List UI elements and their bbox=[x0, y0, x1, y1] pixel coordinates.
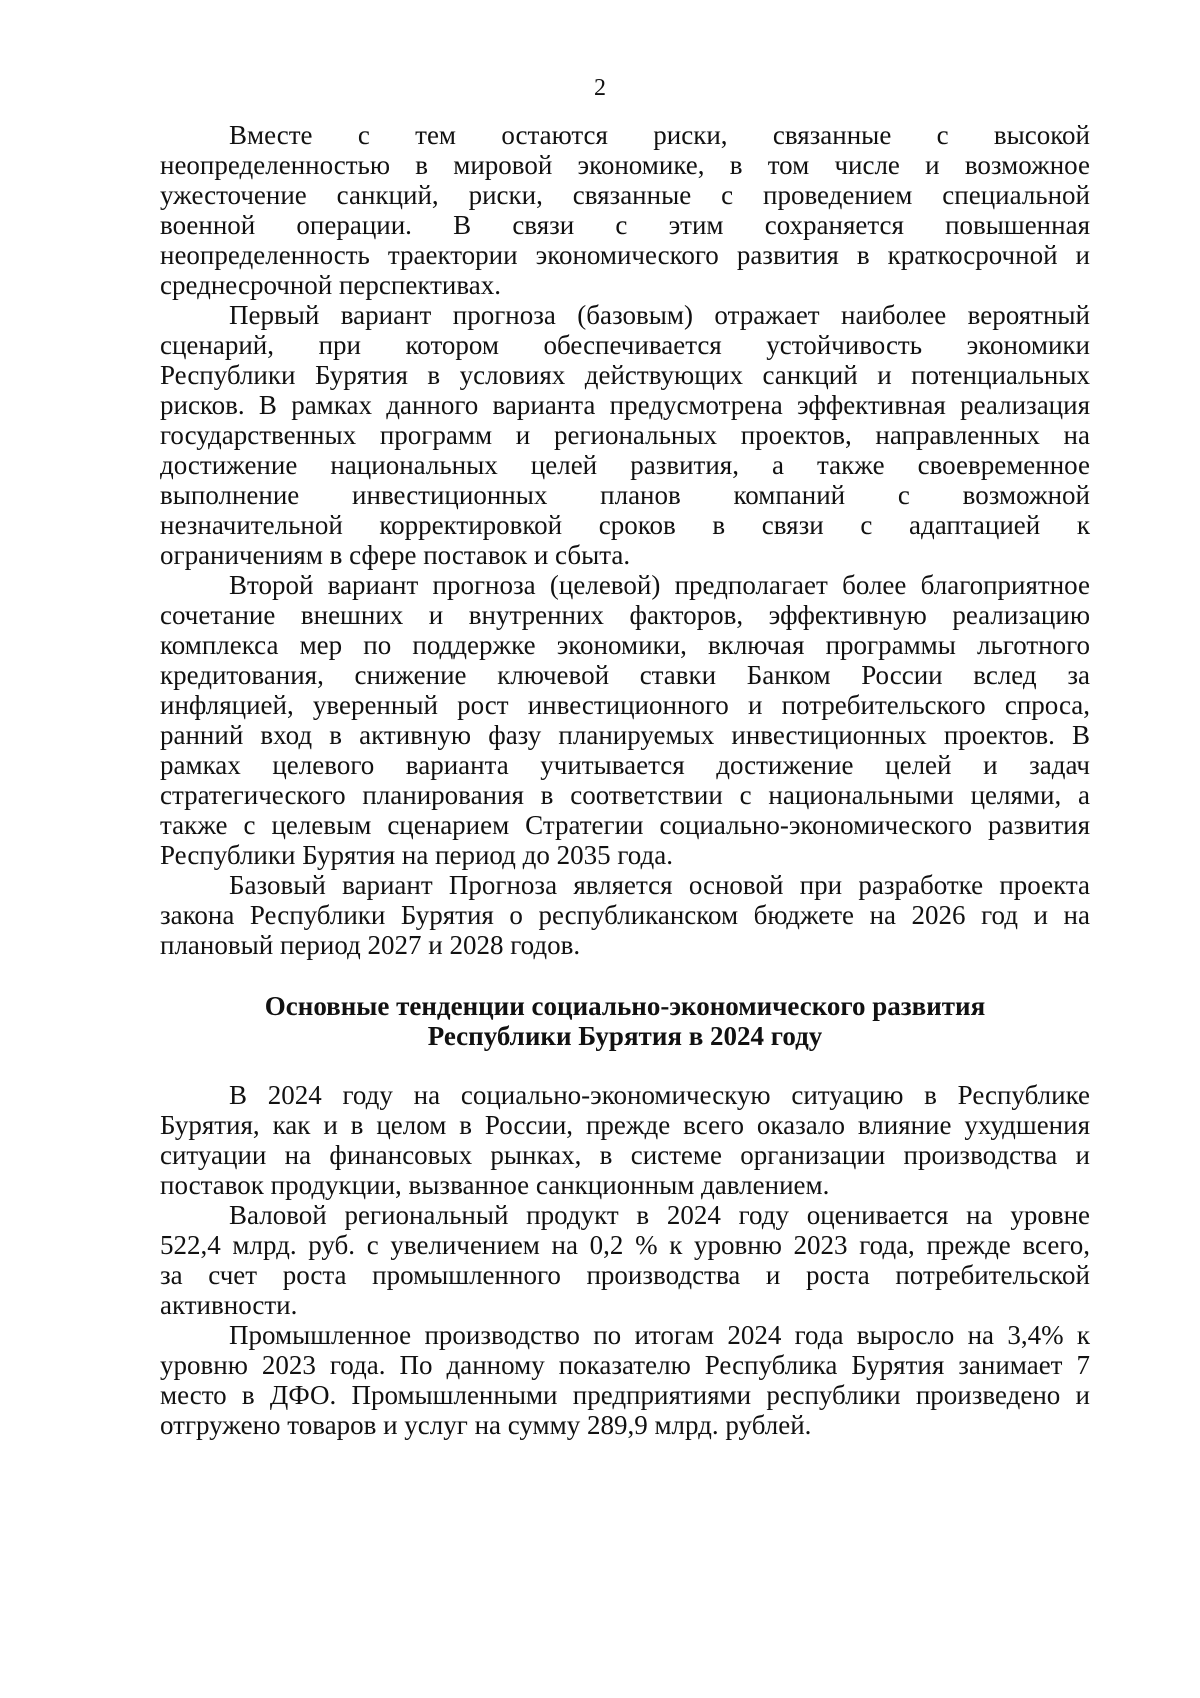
text-line: отгружено товаров и услуг на сумму 289,9 млрд. рублей. bbox=[160, 1410, 812, 1440]
text-line: сочетание внешних и внутренних факторов, эффективную реализацию bbox=[160, 600, 1090, 630]
text-line: плановый период 2027 и 2028 годов. bbox=[160, 930, 581, 960]
text-line: за счет роста промышленного производства и роста потребительской bbox=[160, 1260, 1090, 1290]
text-line: неопределенностью в мировой экономике, в том числе и возможное bbox=[160, 150, 1090, 180]
text-line: ранний вход в активную фазу планируемых инвестиционных проектов. В bbox=[160, 720, 1090, 750]
text-line: инфляцией, уверенный рост инвестиционного и потребительского спроса, bbox=[160, 690, 1090, 720]
text-line: среднесрочной перспективах. bbox=[160, 270, 501, 300]
text-line: 522,4 млрд. руб. с увеличением на 0,2 % к уровню 2023 года, прежде всего, bbox=[160, 1230, 1090, 1260]
text-line: незначительной корректировкой сроков в связи с адаптацией к bbox=[160, 510, 1090, 540]
text-line: активности. bbox=[160, 1290, 298, 1320]
text-line: военной операции. В связи с этим сохраняется повышенная bbox=[160, 210, 1090, 240]
text-line: Первый вариант прогноза (базовым) отражает наиболее вероятный bbox=[229, 300, 1090, 330]
text-line: Валовой региональный продукт в 2024 году оценивается на уровне bbox=[229, 1200, 1090, 1230]
text-line: Бурятия, как и в целом в России, прежде всего оказало влияние ухудшения bbox=[160, 1110, 1090, 1140]
text-line: Республики Бурятия в условиях действующих санкций и потенциальных bbox=[160, 360, 1090, 390]
text-line: рамках целевого варианта учитывается достижение целей и задач bbox=[160, 750, 1090, 780]
text-line: закона Республики Бурятия о республиканском бюджете на 2026 год и на bbox=[160, 900, 1090, 930]
text-line: уровню 2023 года. По данному показателю Республика Бурятия занимает 7 bbox=[160, 1350, 1090, 1380]
text-line: комплекса мер по поддержке экономики, включая программы льготного bbox=[160, 630, 1090, 660]
text-line: ужесточение санкций, риски, связанные с проведением специальной bbox=[160, 180, 1090, 210]
text-line: кредитования, снижение ключевой ставки Банком России вслед за bbox=[160, 660, 1090, 690]
text-line: достижение национальных целей развития, а также своевременное bbox=[160, 450, 1090, 480]
text-line: сценарий, при котором обеспечивается устойчивость экономики bbox=[160, 330, 1090, 360]
text-line: Второй вариант прогноза (целевой) предполагает более благоприятное bbox=[229, 570, 1090, 600]
text-line: поставок продукции, вызванное санкционным давлением. bbox=[160, 1170, 830, 1200]
text-line: ситуации на финансовых рынках, в системе организации производства и bbox=[160, 1140, 1090, 1170]
text-line: рисков. В рамках данного варианта предусмотрена эффективная реализация bbox=[160, 390, 1090, 420]
text-line: неопределенность траектории экономического развития в краткосрочной и bbox=[160, 240, 1090, 270]
text-line: Промышленное производство по итогам 2024 года выросло на 3,4% к bbox=[229, 1320, 1090, 1350]
text-line: место в ДФО. Промышленными предприятиями республики произведено и bbox=[160, 1380, 1090, 1410]
page-number: 2 bbox=[594, 75, 606, 101]
text-line: Базовый вариант Прогноза является основой при разработке проекта bbox=[229, 870, 1090, 900]
text-line: выполнение инвестиционных планов компаний с возможной bbox=[160, 480, 1090, 510]
heading-line: Основные тенденции социально-экономического развития bbox=[264, 991, 986, 1021]
text-line: стратегического планирования в соответствии с национальными целями, а bbox=[160, 780, 1090, 810]
heading-line: Республики Бурятия в 2024 году bbox=[427, 1021, 823, 1051]
text-line: В 2024 году на социально-экономическую ситуацию в Республике bbox=[229, 1080, 1090, 1110]
text-line: также с целевым сценарием Стратегии социально-экономического развития bbox=[160, 810, 1090, 840]
text-line: Вместе с тем остаются риски, связанные с высокой bbox=[229, 120, 1090, 150]
text-line: ограничениям в сфере поставок и сбыта. bbox=[160, 540, 631, 570]
text-line: Республики Бурятия на период до 2035 года. bbox=[160, 840, 673, 870]
text-line: государственных программ и региональных проектов, направленных на bbox=[160, 420, 1090, 450]
